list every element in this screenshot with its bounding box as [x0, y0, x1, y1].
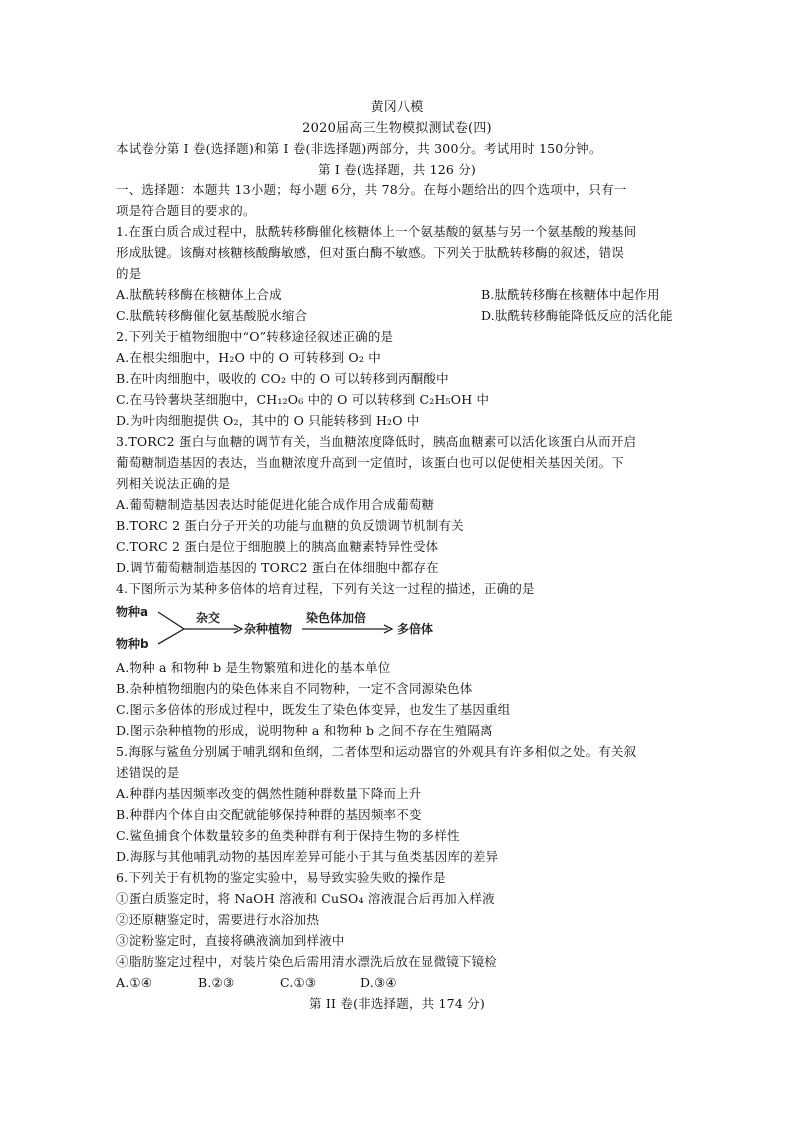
- question-4-option-c: C.图示多倍体的形成过程中，既发生了染色体变异，也发生了基因重组: [116, 702, 511, 717]
- question-2-option-a: A.在根尖细胞中，H₂O 中的 O 可转移到 O₂ 中: [116, 350, 381, 365]
- exam-intro: 本试卷分第 I 卷(选择题)和第 I 卷(非选择题)两部分，共 300分。考试用时 150分钟。: [116, 141, 602, 156]
- question-4-option-d: D.图示杂种植物的形成，说明物种 a 和物种 b 之间不存在生殖隔离: [116, 723, 493, 738]
- section-instructions: 一、选择题：本题共 13小题；每小题 6分，共 78分。在每小题给出的四个选项中，只有一: [116, 182, 627, 197]
- question-1-stem-line2: 形成肽键。该酶对核糖核酸酶敏感，但对蛋白酶不敏感。下列关于肽酰转移酶的叙述，错误: [116, 245, 625, 260]
- question-1-option-c: C.肽酰转移酶催化氨基酸脱水缩合: [116, 308, 308, 323]
- part1-heading: 第 I 卷(选择题，共 126 分): [317, 162, 477, 177]
- question-1-options-row2: [116, 306, 686, 326]
- question-3-option-c: C.TORC 2 蛋白是位于细胞膜上的胰高血糖素特异性受体: [116, 539, 439, 554]
- species-b-label: 物种b: [116, 637, 149, 651]
- question-1-option-b: B.肽酰转移酶在核糖体中起作用: [481, 287, 660, 302]
- question-5-option-c: C.鲨鱼捕食个体数量较多的鱼类种群有利于保持生物的多样性: [116, 828, 460, 843]
- question-2-option-b: B.在叶肉细胞中，吸收的 CO₂ 中的 O 可以转移到丙酮酸中: [116, 371, 449, 386]
- question-3-stem-line2: 葡萄糖制造基因的表达，当血糖浓度升高到一定值时，该蛋白也可以促使相关基因关闭。下: [116, 455, 625, 470]
- question-1-option-a: A.肽酰转移酶在核糖体上合成: [116, 287, 282, 302]
- question-3-stem-line3: 列相关说法正确的是: [116, 476, 231, 491]
- species-a-label: 物种a: [116, 605, 149, 619]
- question-3-stem: 3.TORC2 蛋白与血糖的调节有关，当血糖浓度降低时，胰高血糖素可以活化该蛋白从而开启: [116, 434, 637, 449]
- polyploid-label: 多倍体: [397, 622, 434, 636]
- question-5-stem: 5.海豚与鲨鱼分别属于哺乳纲和鱼纲，二者体型和运动器官的外观具有许多相似之处。有关叙: [116, 744, 637, 759]
- question-4-option-a: A.物种 a 和物种 b 是生物繁殖和进化的基本单位: [116, 660, 391, 675]
- question-6-item-2: ②还原糖鉴定时，需要进行水浴加热: [116, 912, 320, 927]
- question-1-option-d: D.肽酰转移酶能降低反应的活化能: [481, 308, 673, 323]
- question-3-option-d: D.调节葡萄糖制造基因的 TORC2 蛋白在体细胞中都存在: [116, 560, 439, 575]
- question-5-option-a: A.种群内基因频率改变的偶然性随种群数量下降而上升: [116, 786, 422, 801]
- question-2-option-d: D.为叶肉细胞提供 O₂，其中的 O 只能转移到 H₂O 中: [116, 413, 420, 428]
- polyploid-process-diagram: [116, 602, 446, 652]
- exam-header: 黄冈八模: [370, 100, 424, 115]
- question-6-option-c: C.①③: [280, 975, 317, 990]
- question-6-item-1: ①蛋白质鉴定时，将 NaOH 溶液和 CuSO₄ 溶液混合后再加入样液: [116, 891, 495, 906]
- question-1-stem: 1.在蛋白质合成过程中，肽酰转移酶催化核糖体上一个氨基酸的氨基与另一个氨基酸的羧基间: [116, 224, 637, 239]
- question-5-option-d: D.海豚与其他哺乳动物的基因库差异可能小于其与鱼类基因库的差异: [116, 849, 499, 864]
- question-6-option-b: B.②③: [198, 975, 235, 990]
- question-5-stem-line2: 述错误的是: [116, 765, 180, 780]
- question-6-stem: 6.下列关于有机物的鉴定实验中，易导致实验失败的操作是: [116, 870, 446, 885]
- doubling-step-label: 染色体加倍: [306, 611, 367, 625]
- merge-lines: [158, 612, 184, 644]
- question-1-options-row1: [116, 285, 686, 305]
- question-6-option-d: D.③④: [360, 975, 397, 990]
- question-1-stem-line3: 的是: [116, 266, 142, 281]
- question-2-stem: 2.下列关于植物细胞中“O”转移途径叙述正确的是: [116, 329, 394, 344]
- hybrid-plant-label: 杂种植物: [244, 622, 293, 636]
- question-4-stem: 4.下图所示为某种多倍体的培育过程，下列有关这一过程的描述，正确的是: [116, 581, 535, 596]
- question-2-option-c: C.在马铃薯块茎细胞中，CH₁₂O₆ 中的 O 可以转移到 C₂H₅OH 中: [116, 392, 490, 407]
- question-4-option-b: B.杂种植物细胞内的染色体来自不同物种，一定不含同源染色体: [116, 681, 473, 696]
- question-6-item-4: ④脂肪鉴定过程中，对装片染色后需用清水漂洗后放在显微镜下镜检: [116, 954, 498, 969]
- cross-step-label: 杂交: [196, 611, 221, 625]
- part2-heading: 第 II 卷(非选择题，共 174 分): [309, 996, 485, 1011]
- question-6-item-3: ③淀粉鉴定时，直接将碘液滴加到样液中: [116, 933, 345, 948]
- exam-title: 2020届高三生物模拟测试卷(四): [302, 121, 492, 136]
- question-3-option-a: A.葡萄糖制造基因表达时能促进化能合成作用合成葡萄糖: [116, 497, 435, 512]
- question-3-option-b: B.TORC 2 蛋白分子开关的功能与血糖的负反馈调节机制有关: [116, 518, 464, 533]
- question-5-option-b: B.种群内个体自由交配就能够保持种群的基因频率不变: [116, 807, 422, 822]
- question-6-option-a: A.①④: [116, 975, 153, 990]
- section-instructions-cont: 项是符合题目的要求的。: [116, 203, 256, 218]
